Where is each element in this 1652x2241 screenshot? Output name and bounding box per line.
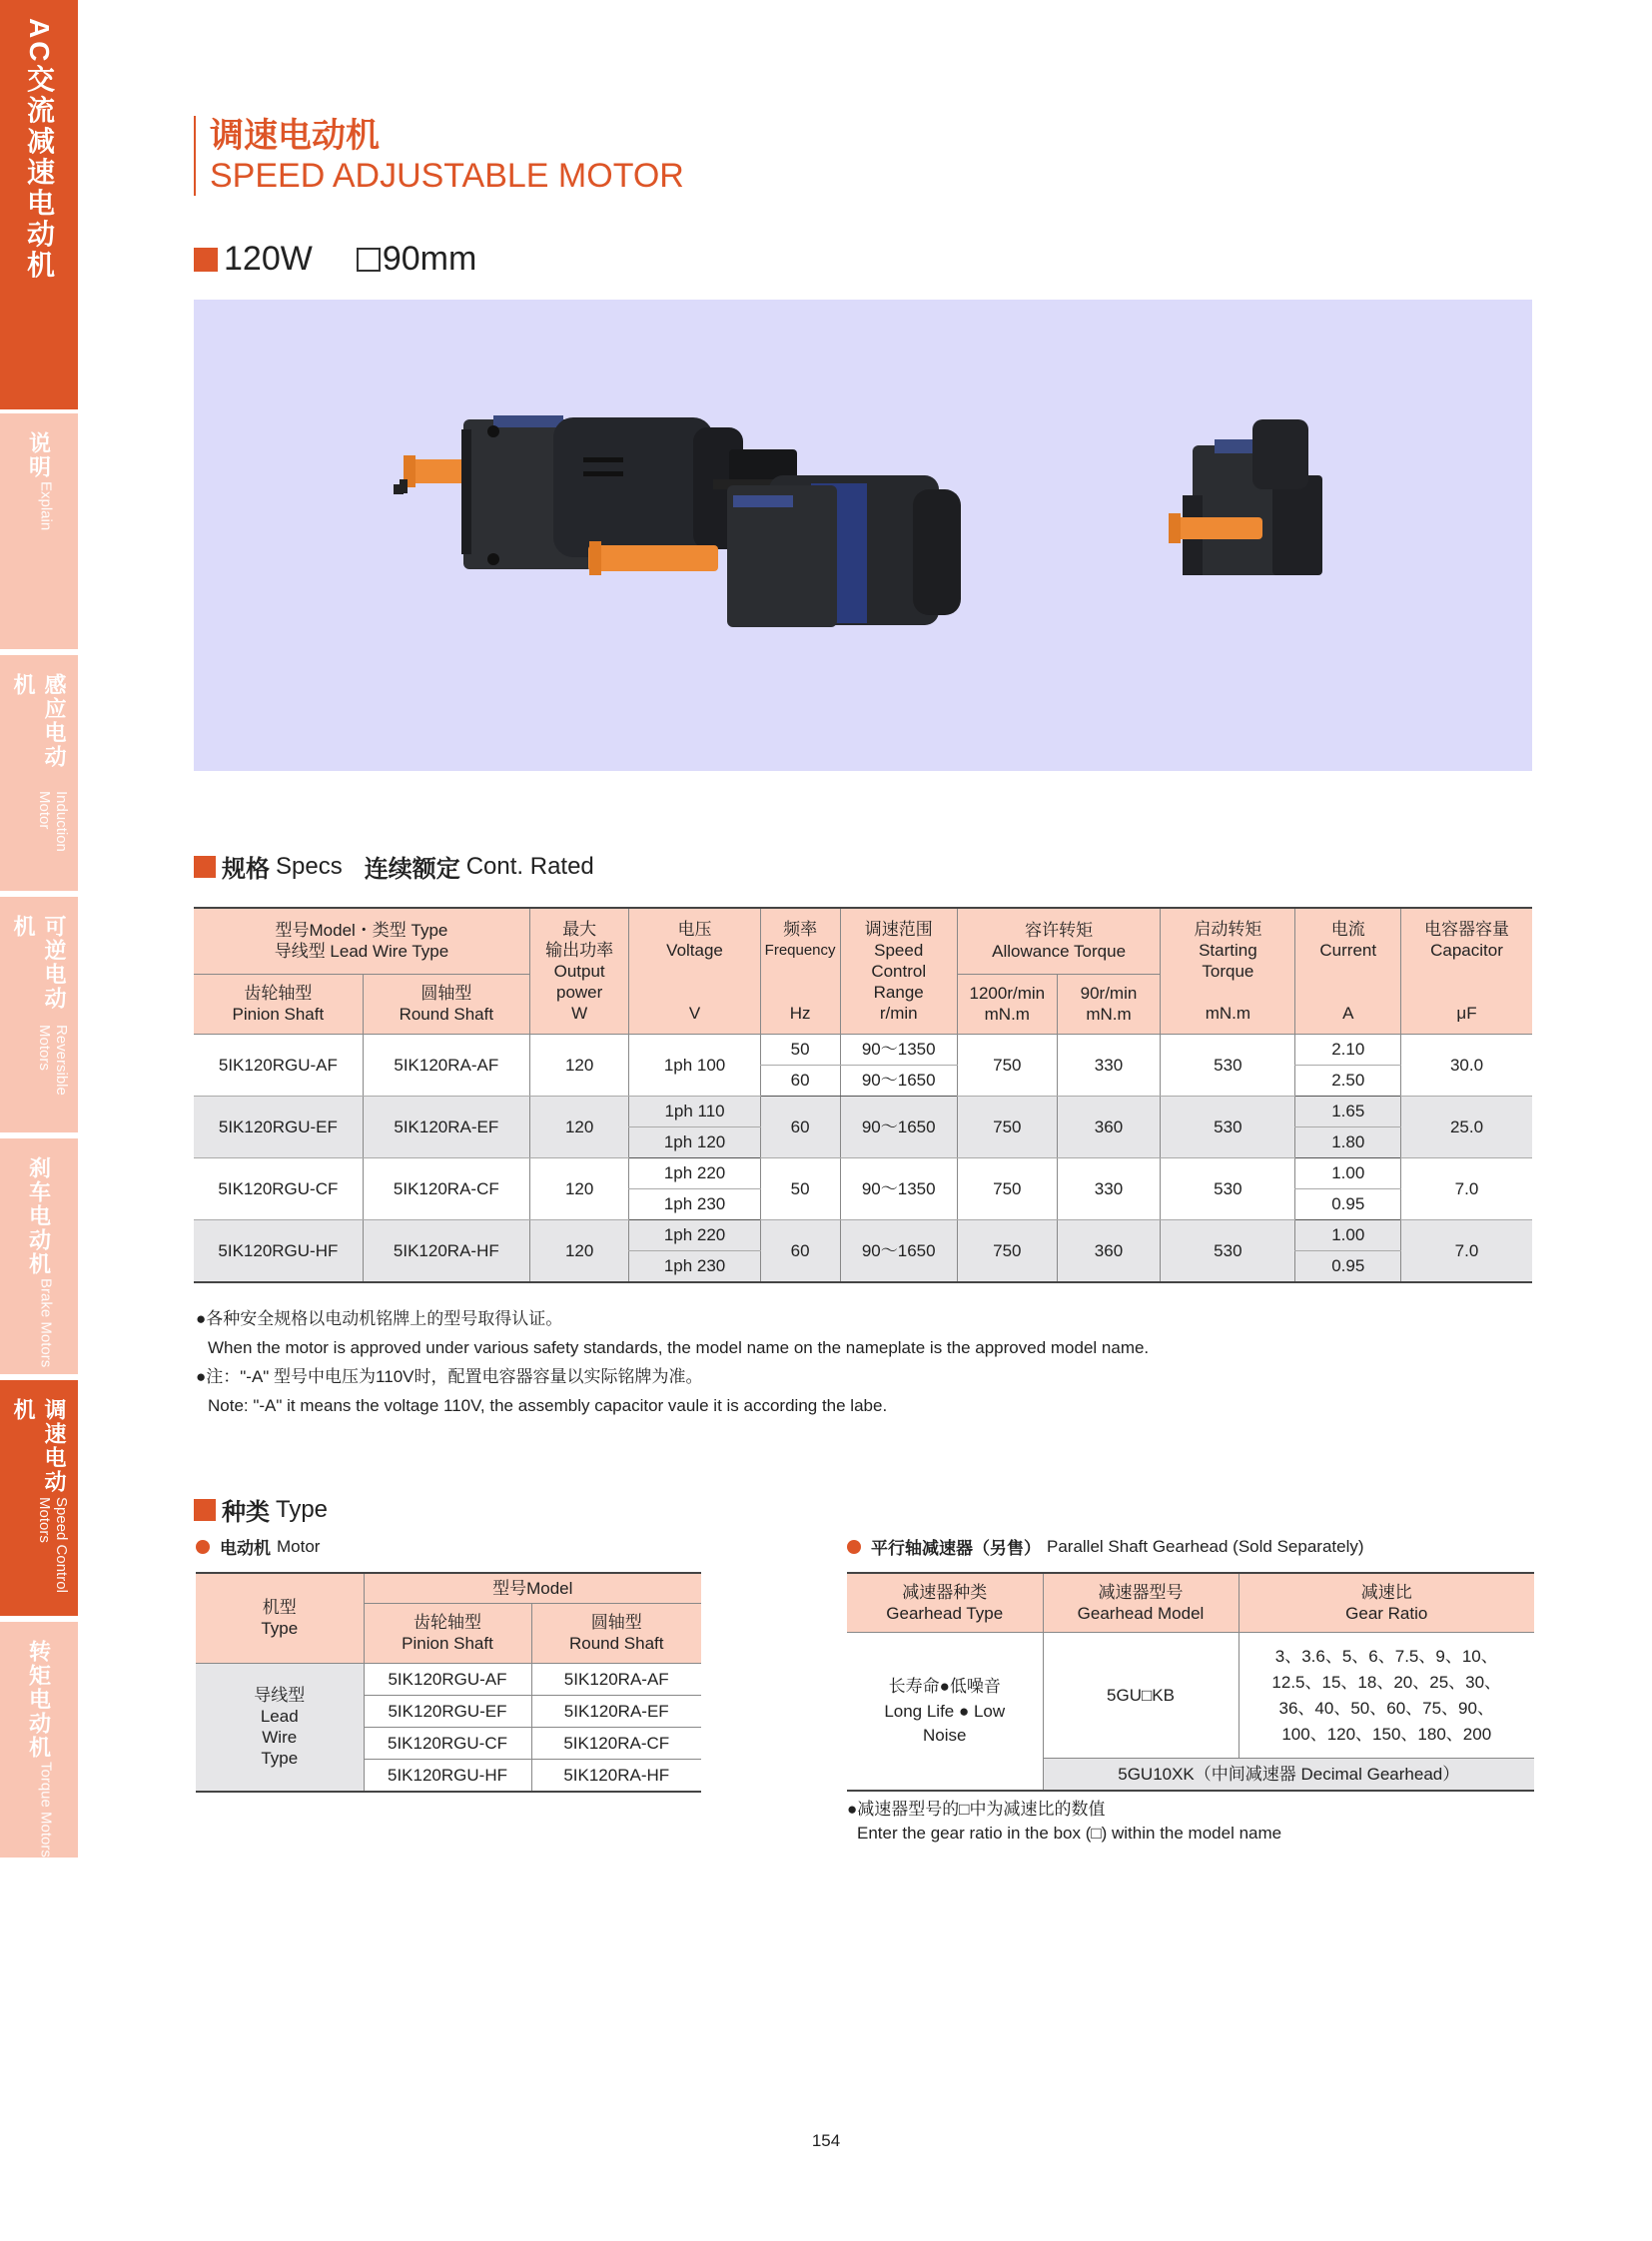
- cell-current: 1.00: [1295, 1219, 1401, 1250]
- th-capacitor: [1401, 908, 1533, 1034]
- sidebar-tab-explain[interactable]: [0, 413, 78, 649]
- cell-torque-90: 330: [1057, 1034, 1161, 1096]
- th-voltage: [629, 908, 760, 1034]
- cell-pinion: 5IK120RGU-AF: [364, 1663, 531, 1695]
- cell-torque-90: 330: [1057, 1157, 1161, 1219]
- motor-type-table: [196, 1572, 701, 1793]
- cell-frequency: 60: [760, 1065, 840, 1096]
- th-text: W: [571, 1004, 588, 1023]
- cell-round: 5IK120RA-AF: [363, 1034, 529, 1096]
- cell-text: Type: [261, 1749, 299, 1768]
- page-title-cn: 调速电动机: [210, 117, 380, 155]
- th-text: Torque: [1202, 962, 1254, 981]
- th-output: [529, 908, 629, 1034]
- th-text: Gearhead Type: [886, 1604, 1004, 1623]
- ratio-line: 12.5、15、18、20、25、30、: [1271, 1672, 1502, 1692]
- ratio-line: 36、40、50、60、75、90、: [1278, 1698, 1494, 1718]
- th-text: 圆轴型: [420, 984, 472, 1003]
- bullet-dot-icon: [196, 1540, 210, 1554]
- cell-current: 2.50: [1295, 1065, 1401, 1096]
- cell-pinion: 5IK120RGU-HF: [194, 1219, 363, 1282]
- page-number: 154: [811, 2131, 841, 2150]
- cell-frequency: 50: [760, 1157, 840, 1219]
- th-gearhead-type: [847, 1573, 1043, 1633]
- th-text: 圆轴型: [590, 1613, 642, 1632]
- cell-voltage: 1ph 120: [629, 1126, 760, 1157]
- sidebar-tab-en: Explain: [37, 481, 55, 531]
- th-text: Pinion Shaft: [232, 1005, 325, 1024]
- th-gear-ratio: [1239, 1573, 1534, 1633]
- th-torque-90: [1057, 974, 1161, 1034]
- cell-voltage: 1ph 110: [629, 1096, 760, 1126]
- cell-round: 5IK120RA-CF: [363, 1157, 529, 1219]
- th-current: [1295, 908, 1401, 1034]
- note-line: ●注："-A" 型号中电压为110V时，配置电容器容量以实际铭牌为准。: [196, 1367, 703, 1386]
- th-text: 齿轮轴型: [413, 1613, 481, 1632]
- specs-title-en: Specs: [276, 852, 343, 880]
- type-title-cn: 种类: [222, 1499, 270, 1526]
- cell-current: 1.80: [1295, 1126, 1401, 1157]
- ratio-line: 100、120、150、180、200: [1281, 1724, 1492, 1744]
- th-text: r/min: [879, 1004, 918, 1023]
- sidebar-tab-en: Torque Motors: [37, 1762, 55, 1858]
- cell-text: Wire: [262, 1728, 298, 1747]
- th-starting-torque: [1161, 908, 1295, 1034]
- sidebar-tab-brake[interactable]: [0, 1138, 78, 1374]
- th-round: [363, 974, 529, 1034]
- th-model: [194, 908, 529, 974]
- cell-pinion: 5IK120RGU-CF: [364, 1727, 531, 1759]
- th-text: power: [556, 983, 603, 1002]
- sidebar-tab-speed-control[interactable]: [0, 1380, 78, 1616]
- th-text: Pinion Shaft: [402, 1634, 493, 1653]
- gearhead-subtitle-en: Parallel Shaft Gearhead (Sold Separately): [1047, 1536, 1364, 1556]
- th-speed: [840, 908, 957, 1034]
- cell-text: Noise: [923, 1726, 967, 1746]
- sidebar-tab-en: Speed Control Motors: [36, 1497, 70, 1594]
- sidebar-tab-torque[interactable]: [0, 1622, 78, 1858]
- th-text: mN.m: [1205, 1004, 1251, 1023]
- cell-torque-90: 360: [1057, 1096, 1161, 1157]
- sidebar-main-tab[interactable]: [0, 0, 78, 409]
- th-text: 容许转矩: [1025, 921, 1094, 941]
- cell-text: Long Life ● Low: [884, 1702, 1006, 1722]
- cell-round: 5IK120RA-EF: [531, 1695, 701, 1727]
- cell-pinion: 5IK120RGU-AF: [194, 1034, 363, 1096]
- th-text: Current: [1319, 941, 1377, 960]
- bullet-dot-icon: [847, 1540, 861, 1554]
- th-text: Range: [873, 983, 924, 1002]
- cell-text: 导线型: [254, 1686, 306, 1705]
- th-text: 输出功率: [545, 941, 614, 960]
- cell-voltage: 1ph 220: [629, 1219, 760, 1250]
- note-line: When the motor is approved under various safety standards, the model name on the nameplate is the approved model name.: [208, 1338, 1150, 1357]
- sidebar-tab-cn: 调速电动机: [11, 1398, 67, 1494]
- product-photo: [194, 300, 1532, 771]
- cell-text: 长寿命●低噪音: [888, 1677, 1001, 1697]
- sidebar-tab-cn: 转矩电动机: [26, 1640, 52, 1760]
- table-row: [194, 1157, 1532, 1188]
- cell-frequency: 50: [760, 1034, 840, 1065]
- square-filled-icon: [194, 856, 216, 878]
- spec-notes: [196, 1304, 1149, 1420]
- th-text: 调速范围: [864, 920, 933, 939]
- cell-frequency: 60: [760, 1096, 840, 1157]
- th-text: 90r/min: [1080, 984, 1138, 1003]
- spec-line: [194, 240, 476, 279]
- th-text: 1200r/min: [969, 984, 1046, 1003]
- th-gearhead-model: [1043, 1573, 1239, 1633]
- cell-frequency: 60: [760, 1219, 840, 1282]
- cell-pinion: 5IK120RGU-EF: [194, 1096, 363, 1157]
- cell-capacitor: 30.0: [1401, 1034, 1533, 1096]
- cell-pinion: 5IK120RGU-HF: [364, 1759, 531, 1792]
- th-torque: [957, 908, 1160, 974]
- specs-title-cn: 规格: [222, 856, 270, 883]
- type-title-en: Type: [276, 1495, 329, 1523]
- cell-starting-torque: 530: [1161, 1219, 1295, 1282]
- cell-voltage: 1ph 220: [629, 1157, 760, 1188]
- sidebar-tab-cn: 说明: [26, 431, 52, 479]
- gear-note-cn: ●减速器型号的□中为减速比的数值: [847, 1800, 1106, 1819]
- th-model: 型号Model: [364, 1573, 701, 1603]
- cell-current: 0.95: [1295, 1188, 1401, 1219]
- square-filled-icon: [194, 248, 218, 272]
- cell-torque-1200: 750: [957, 1034, 1057, 1096]
- ratio-line: 3、3.6、5、6、7.5、9、10、: [1274, 1646, 1498, 1666]
- cell-decimal-gearhead: 5GU10XK（中间减速器 Decimal Gearhead）: [1043, 1759, 1534, 1791]
- th-text: Allowance Torque: [992, 942, 1127, 962]
- th-round: [531, 1603, 701, 1663]
- note-line: Note: "-A" it means the voltage 110V, the assembly capacitor vaule it is according the labe.: [208, 1396, 888, 1415]
- gearhead-table: [847, 1572, 1534, 1792]
- table-row: [194, 1034, 1532, 1065]
- cell-voltage: 1ph 230: [629, 1250, 760, 1282]
- gearhead-subtitle: [847, 1534, 1364, 1559]
- th-text: Capacitor: [1430, 941, 1503, 960]
- cell-current: 0.95: [1295, 1250, 1401, 1282]
- th-text: Gear Ratio: [1345, 1604, 1428, 1623]
- type-section-title: [194, 1492, 328, 1527]
- sidebar-tab-en: Reversible Motors: [36, 1024, 70, 1096]
- motor-subtitle: [196, 1534, 320, 1559]
- th-text: 电容器容量: [1424, 920, 1509, 939]
- cell-gearhead-type: [847, 1633, 1043, 1791]
- page-header: [194, 116, 684, 196]
- sidebar-tab-cn: 可逆电动机: [11, 915, 67, 1011]
- th-text: 型号Model・类型 Type: [275, 921, 448, 941]
- th-text: 启动转矩: [1194, 920, 1262, 939]
- cell-round: 5IK120RA-AF: [531, 1663, 701, 1695]
- th-text: 减速比: [1360, 1583, 1412, 1602]
- cell-output: 120: [529, 1096, 629, 1157]
- th-text: 导线型 Lead Wire Type: [274, 942, 449, 962]
- th-text: mN.m: [984, 1005, 1030, 1024]
- th-text: μF: [1456, 1004, 1477, 1023]
- cell-starting-torque: 530: [1161, 1157, 1295, 1219]
- cell-current: 2.10: [1295, 1034, 1401, 1065]
- cell-capacitor: 7.0: [1401, 1157, 1533, 1219]
- th-text: Voltage: [666, 941, 723, 960]
- th-text: 减速器型号: [1098, 1583, 1184, 1602]
- cell-output: 120: [529, 1034, 629, 1096]
- cell-speed: 90～1350: [840, 1157, 957, 1219]
- motor-subtitle-en: Motor: [277, 1536, 321, 1556]
- cell-current: 1.65: [1295, 1096, 1401, 1126]
- th-text: 机型: [262, 1598, 297, 1618]
- gearhead-note: [847, 1798, 1281, 1846]
- cell-pinion: 5IK120RGU-CF: [194, 1157, 363, 1219]
- table-row: [194, 1219, 1532, 1250]
- cell-round: 5IK120RA-HF: [531, 1759, 701, 1792]
- cell-gear-ratios: [1239, 1633, 1534, 1759]
- specs-table: [194, 907, 1532, 1283]
- sidebar-tab-cn: 感应电动机: [11, 673, 67, 769]
- sidebar-tab-reversible[interactable]: [0, 897, 78, 1132]
- cell-speed: 90～1350: [840, 1034, 957, 1065]
- th-text: Round Shaft: [568, 1634, 664, 1653]
- th-text: 减速器种类: [902, 1583, 988, 1602]
- th-text: Frequency: [764, 942, 836, 959]
- cell-torque-1200: 750: [957, 1096, 1057, 1157]
- th-text: 电压: [677, 920, 712, 939]
- cell-starting-torque: 530: [1161, 1096, 1295, 1157]
- cell-capacitor: 7.0: [1401, 1219, 1533, 1282]
- th-pinion: [364, 1603, 531, 1663]
- cell-starting-torque: 530: [1161, 1034, 1295, 1096]
- motor-image-3: [1169, 419, 1322, 575]
- th-text: Output: [553, 962, 605, 981]
- table-row: [194, 1096, 1532, 1126]
- cell-output: 120: [529, 1157, 629, 1219]
- th-text: 齿轮轴型: [244, 984, 313, 1003]
- th-text: Starting: [1199, 941, 1257, 960]
- cell-round: 5IK120RA-EF: [363, 1096, 529, 1157]
- sidebar-tab-induction[interactable]: [0, 655, 78, 891]
- cell-current: 1.00: [1295, 1157, 1401, 1188]
- cell-pinion: 5IK120RGU-EF: [364, 1695, 531, 1727]
- sidebar: [0, 0, 78, 1866]
- cell-gearhead-model: 5GU□KB: [1043, 1633, 1239, 1759]
- th-frequency: [760, 908, 840, 1034]
- cell-torque-1200: 750: [957, 1219, 1057, 1282]
- sidebar-main-label: AC交流减速电动机: [24, 18, 55, 282]
- cell-torque-1200: 750: [957, 1157, 1057, 1219]
- gearhead-subtitle-cn: 平行轴减速器（另售）: [871, 1539, 1041, 1558]
- th-text: Round Shaft: [399, 1005, 494, 1024]
- motor-illustration: [194, 300, 1532, 771]
- square-outline-icon: [357, 248, 381, 272]
- th-text: mN.m: [1086, 1005, 1132, 1024]
- th-text: Speed: [874, 941, 924, 960]
- cell-output: 120: [529, 1219, 629, 1282]
- cell-type: [196, 1663, 364, 1792]
- table-row: [196, 1663, 701, 1695]
- cell-speed: 90～1650: [840, 1096, 957, 1157]
- cell-text: Lead: [260, 1707, 299, 1726]
- cell-voltage: 1ph 230: [629, 1188, 760, 1219]
- th-text: Hz: [789, 1004, 811, 1023]
- sidebar-tab-cn: 刹车电动机: [26, 1156, 52, 1276]
- th-type: [196, 1573, 364, 1663]
- cell-capacitor: 25.0: [1401, 1096, 1533, 1157]
- th-text: Type: [261, 1619, 299, 1639]
- th-text: A: [1342, 1004, 1354, 1023]
- note-line: ●各种安全规格以电动机铭牌上的型号取得认证。: [196, 1309, 563, 1328]
- cell-torque-90: 360: [1057, 1219, 1161, 1282]
- th-text: Gearhead Model: [1077, 1604, 1205, 1623]
- motor-subtitle-cn: 电动机: [220, 1539, 271, 1558]
- cell-speed: 90～1650: [840, 1065, 957, 1096]
- rated-title-en: Cont. Rated: [465, 852, 594, 880]
- page-title-en: SPEED ADJUSTABLE MOTOR: [210, 157, 684, 195]
- specs-section-title: [194, 849, 594, 884]
- sidebar-tab-en: Induction Motor: [36, 791, 70, 852]
- th-torque-1200: [957, 974, 1057, 1034]
- sidebar-tab-en: Brake Motors: [37, 1278, 55, 1368]
- cell-round: 5IK120RA-CF: [531, 1727, 701, 1759]
- gear-note-en: Enter the gear ratio in the box (□) within the model name: [857, 1824, 1282, 1843]
- cell-round: 5IK120RA-HF: [363, 1219, 529, 1282]
- rated-title-cn: 连续额定: [364, 856, 460, 883]
- cell-speed: 90～1650: [840, 1219, 957, 1282]
- th-text: V: [688, 1004, 701, 1023]
- th-text: 最大: [562, 920, 597, 939]
- th-pinion: [194, 974, 363, 1034]
- th-text: Control: [871, 962, 927, 981]
- power-rating: 120W: [224, 240, 313, 278]
- th-text: 电流: [1330, 920, 1365, 939]
- th-text: 频率: [783, 920, 818, 939]
- cell-voltage: 1ph 100: [629, 1034, 760, 1096]
- frame-size: 90mm: [382, 240, 477, 278]
- square-filled-icon: [194, 1499, 216, 1521]
- table-row: [847, 1633, 1534, 1759]
